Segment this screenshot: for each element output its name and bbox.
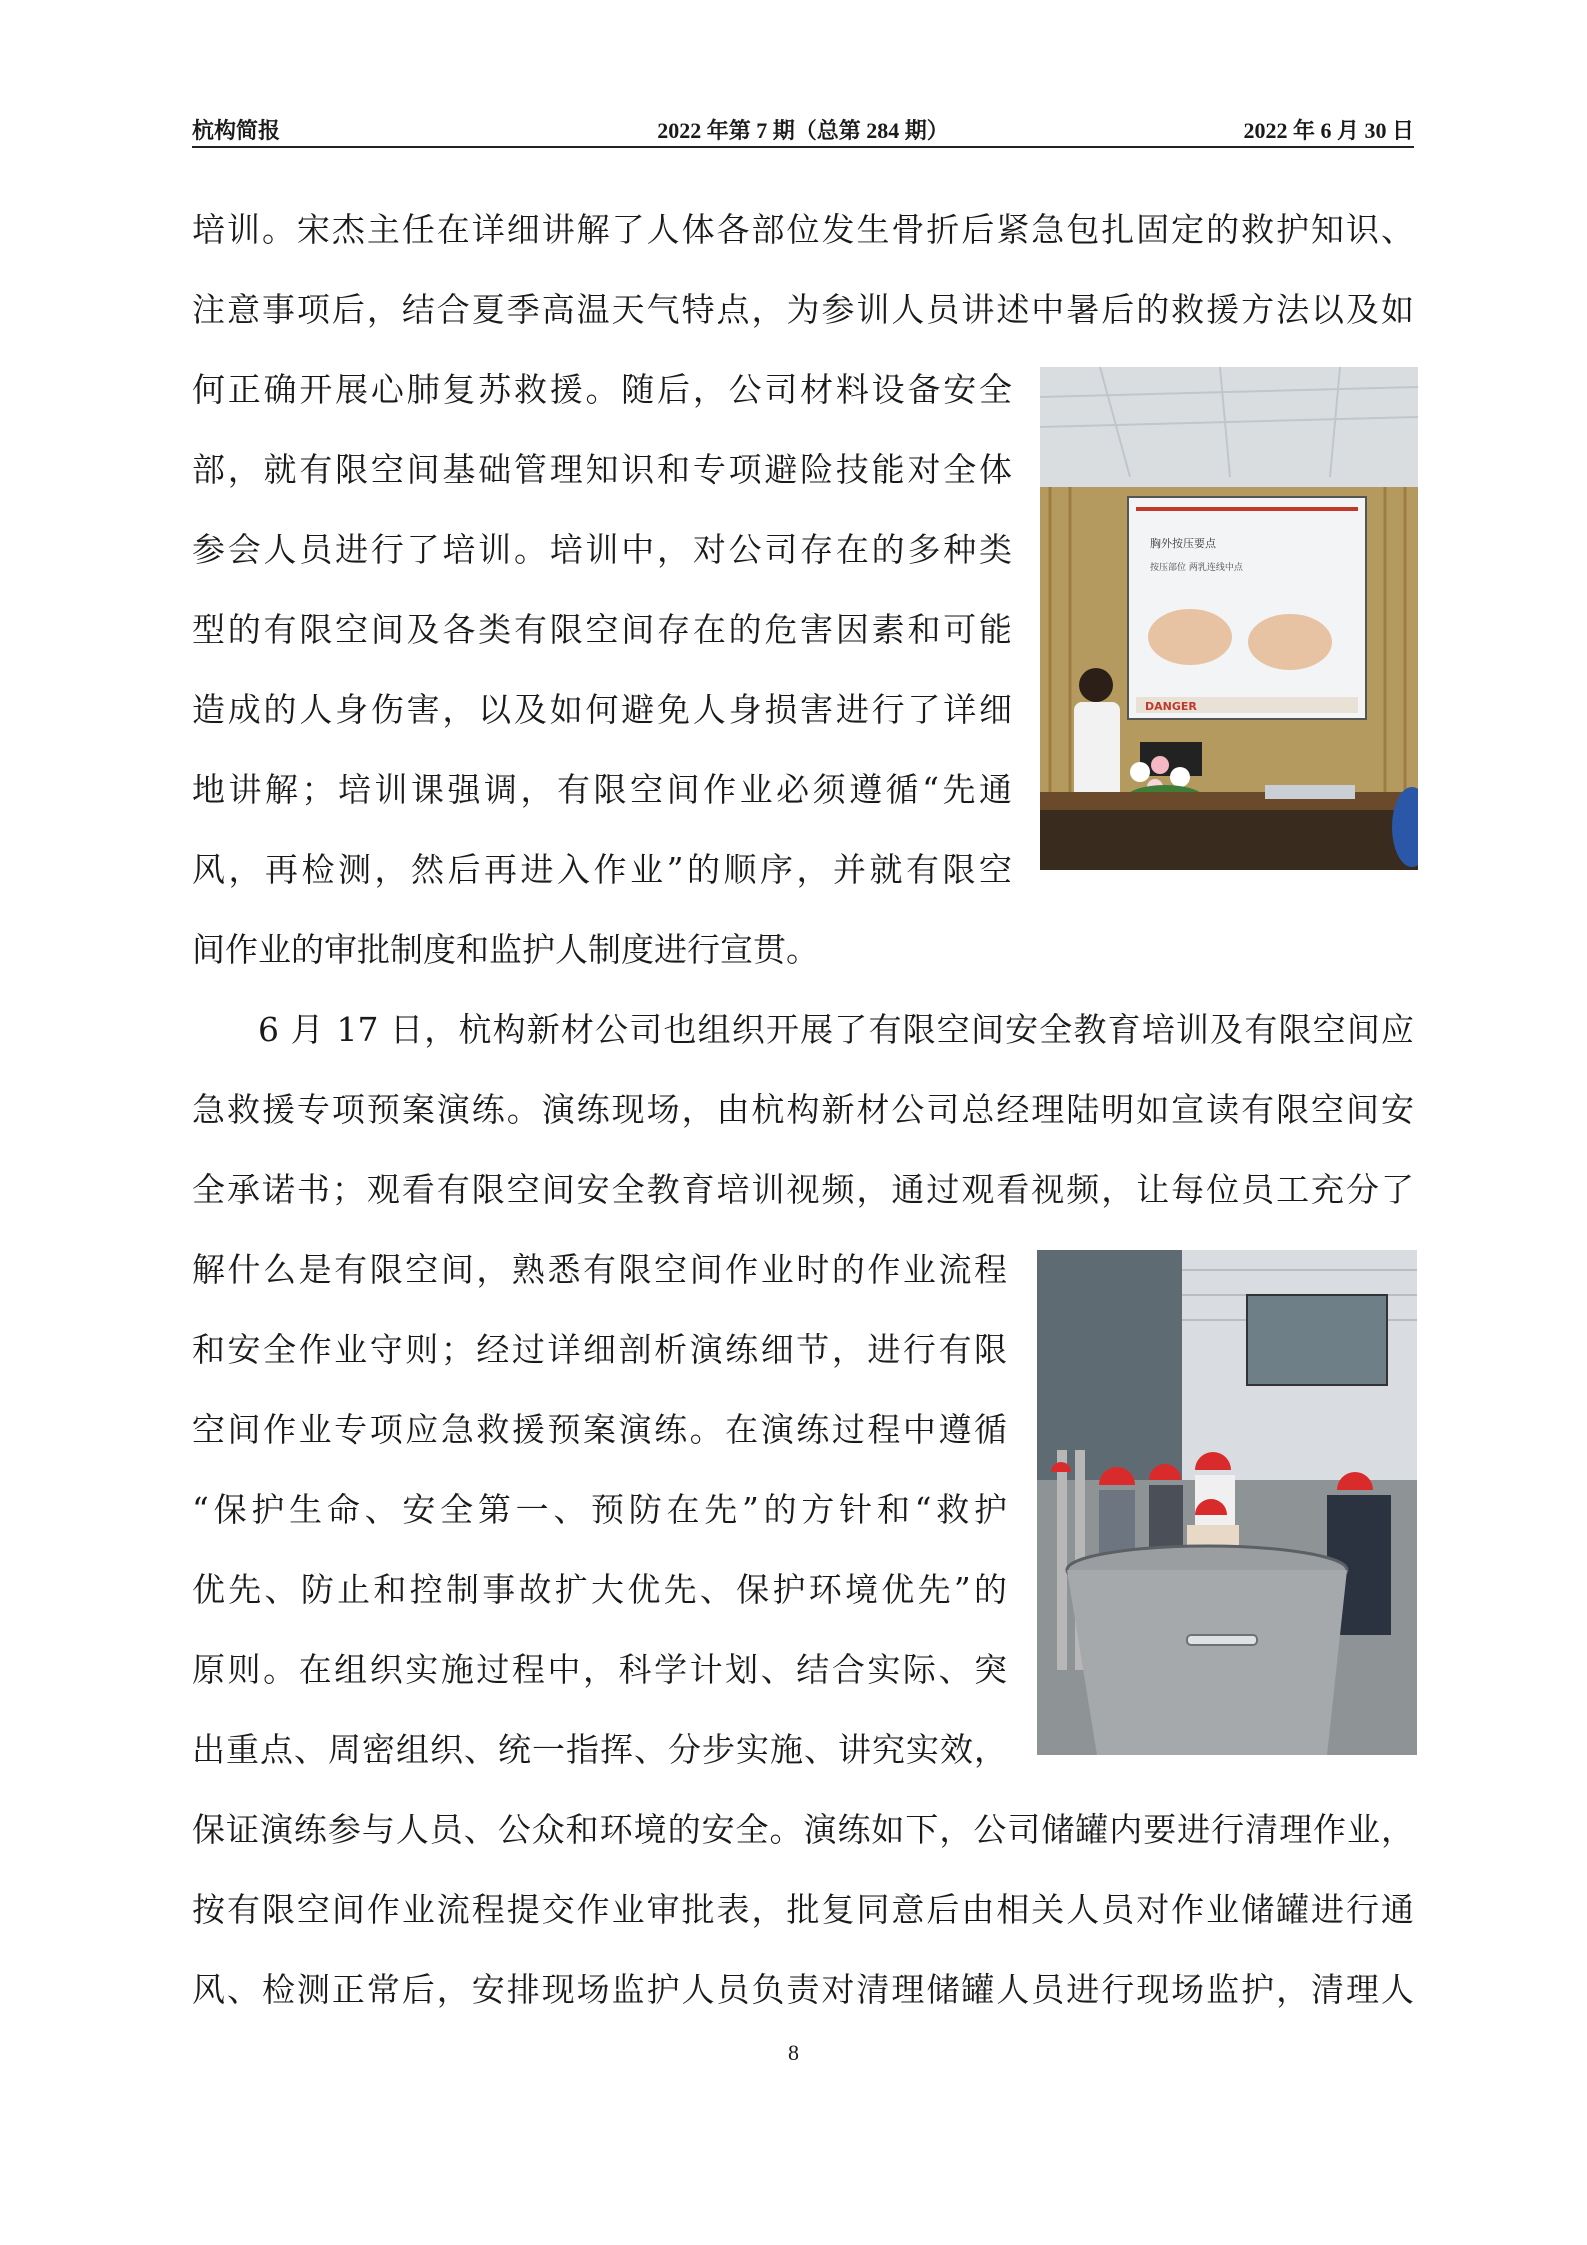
text-line: 注意事项后，结合夏季高温天气特点，为参训人员讲述中暑后的救援方法以及如 bbox=[192, 290, 1414, 329]
text-line: 优先、防止和控制事故扩大优先、保护环境优先”的 bbox=[192, 1570, 1007, 1609]
drill-photo bbox=[1037, 1250, 1417, 1755]
paragraph-start: 6 月 17 日，杭构新材公司也组织开展了有限空间安全教育培训及有限空间应 bbox=[258, 1010, 1414, 1049]
text-line: 培训。宋杰主任在详细讲解了人体各部位发生骨折后紧急包扎固定的救护知识、 bbox=[192, 210, 1414, 249]
text-line: 保证演练参与人员、公众和环境的安全。演练如下，公司储罐内要进行清理作业， bbox=[192, 1810, 1414, 1849]
text-line: 部，就有限空间基础管理知识和专项避险技能对全体 bbox=[192, 450, 1012, 489]
text-line: 原则。在组织实施过程中，科学计划、结合实际、突 bbox=[192, 1650, 1007, 1689]
slide-footer: DANGER bbox=[1145, 700, 1197, 713]
text-line: 间作业的审批制度和监护人制度进行宣贯。 bbox=[192, 930, 819, 969]
slide-subtitle: 按压部位 两乳连线中点 bbox=[1150, 563, 1243, 573]
publication-name: 杭构简报 bbox=[192, 118, 281, 143]
text-line: 地讲解；培训课强调，有限空间作业必须遵循“先通 bbox=[192, 770, 1012, 809]
text-line: “保护生命、安全第一、预防在先”的方针和“救护 bbox=[192, 1490, 1007, 1529]
text-line: 何正确开展心肺复苏救援。随后，公司材料设备安全 bbox=[192, 370, 1012, 409]
text-line: 按有限空间作业流程提交作业审批表，批复同意后由相关人员对作业储罐进行通 bbox=[192, 1890, 1414, 1929]
text-line: 空间作业专项应急救援预案演练。在演练过程中遵循 bbox=[192, 1410, 1007, 1449]
page-number: 8 bbox=[788, 2040, 799, 2065]
text-line: 参会人员进行了培训。培训中，对公司存在的多种类 bbox=[192, 530, 1012, 569]
text-line: 全承诺书；观看有限空间安全教育培训视频，通过观看视频，让每位员工充分了 bbox=[192, 1170, 1414, 1209]
text-line: 造成的人身伤害，以及如何避免人身损害进行了详细 bbox=[192, 690, 1012, 729]
text-line: 出重点、周密组织、统一指挥、分步实施、讲究实效， bbox=[192, 1730, 1007, 1769]
issue-date: 2022 年 6 月 30 日 bbox=[1243, 118, 1414, 143]
text-line: 解什么是有限空间，熟悉有限空间作业时的作业流程 bbox=[192, 1250, 1007, 1289]
slide-title: 胸外按压要点 bbox=[1150, 537, 1216, 550]
text-line: 型的有限空间及各类有限空间存在的危害因素和可能 bbox=[192, 610, 1012, 649]
text-line: 急救援专项预案演练。演练现场，由杭构新材公司总经理陆明如宣读有限空间安 bbox=[192, 1090, 1414, 1129]
text-line: 和安全作业守则；经过详细剖析演练细节，进行有限 bbox=[192, 1330, 1007, 1369]
text-line: 风，再检测，然后再进入作业”的顺序，并就有限空 bbox=[192, 850, 1012, 889]
issue-number: 2022 年第 7 期（总第 284 期） bbox=[657, 118, 949, 143]
text-line: 风、检测正常后，安排现场监护人员负责对清理储罐人员进行现场监护，清理人 bbox=[192, 1970, 1414, 2009]
running-header bbox=[192, 112, 1414, 148]
training-photo bbox=[1040, 367, 1418, 870]
